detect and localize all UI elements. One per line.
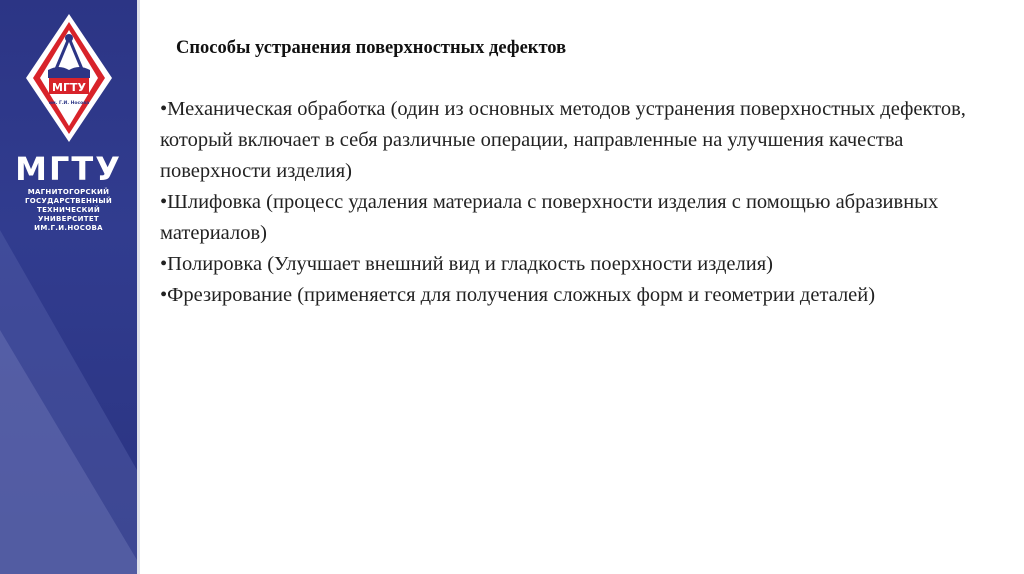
bullet-list <box>160 94 990 311</box>
caption-line: ИМ.Г.И.НОСОВА <box>34 224 103 232</box>
bullet-item: •Механическая обработка (один из основных методов устранения поверхностных дефектов, который включает в себя различные операции, направленные на улучшения качества поверхности изделия) <box>160 98 966 182</box>
sidebar-edge <box>137 0 140 574</box>
emblem-text: МГТУ <box>52 81 86 94</box>
university-emblem <box>24 12 114 144</box>
caption-line: ГОСУДАРСТВЕННЫЙ <box>24 197 113 205</box>
emblem-subtext: им. Г.И. Носова <box>48 101 90 106</box>
slide-title: Способы устранения поверхностных дефектов <box>176 38 567 58</box>
sidebar <box>0 0 137 574</box>
caption-line: УНИВЕРСИТЕТ <box>38 215 99 223</box>
bullet-item: •Шлифовка (процесс удаления материала с поверхности изделия с помощью абразивных материалов) <box>160 191 939 244</box>
bullet-item: •Фрезирование (применяется для получения сложных форм и геометрии деталей) <box>160 284 876 306</box>
bullet-item: •Полировка (Улучшает внешний вид и гладкость поерхности изделия) <box>160 253 773 275</box>
university-name: МГТУ <box>15 150 122 188</box>
caption-line: МАГНИТОГОРСКИЙ <box>27 188 110 196</box>
caption-line: ТЕХНИЧЕСКИЙ <box>37 206 100 214</box>
university-caption <box>0 188 137 233</box>
